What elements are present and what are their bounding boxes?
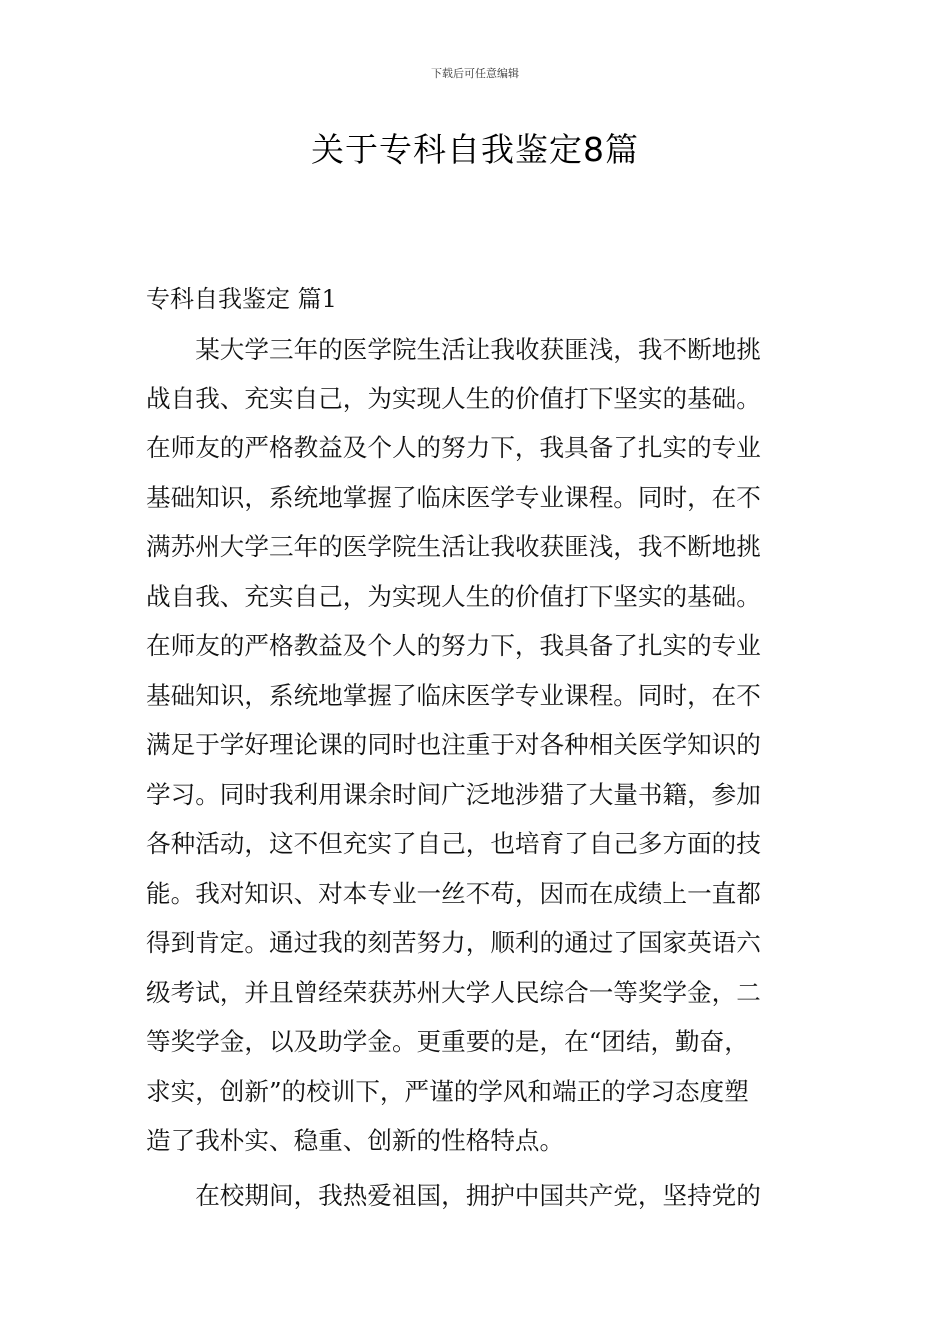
- document-title: 关于专科自我鉴定8篇: [311, 130, 639, 169]
- body-line: 在师友的严格教益及个人的努力下，我具备了扎实的专业: [146, 433, 761, 462]
- body-line: 满足于学好理论课的同时也注重于对各种相关医学知识的: [146, 730, 761, 759]
- body-line: 满苏州大学三年的医学院生活让我收获匪浅，我不断地挑: [146, 532, 761, 561]
- body-line: 求实，创新”的校训下，严谨的学风和端正的学习态度塑: [146, 1077, 749, 1106]
- body-line: 造了我朴实、稳重、创新的性格特点。: [146, 1126, 565, 1155]
- body-line: 基础知识，系统地掌握了临床医学专业课程。同时，在不: [146, 483, 761, 512]
- body-line: 在校期间，我热爱祖国，拥护中国共产党，坚持党的: [146, 1181, 761, 1210]
- body-line: 基础知识，系统地掌握了临床医学专业课程。同时，在不: [146, 681, 761, 710]
- body-line: 得到肯定。通过我的刻苦努力，顺利的通过了国家英语六: [146, 928, 761, 957]
- body-line: 等奖学金，以及助学金。更重要的是，在“团结，勤奋，: [146, 1027, 749, 1056]
- body-line: 学习。同时我利用课余时间广泛地涉猎了大量书籍，参加: [146, 780, 761, 809]
- body-line: 某大学三年的医学院生活让我收获匪浅，我不断地挑: [146, 335, 761, 364]
- header-note: 下载后可任意编辑: [431, 67, 519, 80]
- body-line: 战自我、充实自己，为实现人生的价值打下坚实的基础。: [146, 384, 761, 413]
- body-line: 能。我对知识、对本专业一丝不苟，因而在成绩上一直都: [146, 879, 761, 908]
- body-line: 各种活动，这不但充实了自己，也培育了自己多方面的技: [146, 829, 761, 858]
- section-heading: 专科自我鉴定 篇1: [146, 285, 337, 313]
- body-line: 战自我、充实自己，为实现人生的价值打下坚实的基础。: [146, 582, 761, 611]
- body-line: 在师友的严格教益及个人的努力下，我具备了扎实的专业: [146, 631, 761, 660]
- body-line: 级考试，并且曾经荣获苏州大学人民综合一等奖学金，二: [146, 978, 761, 1007]
